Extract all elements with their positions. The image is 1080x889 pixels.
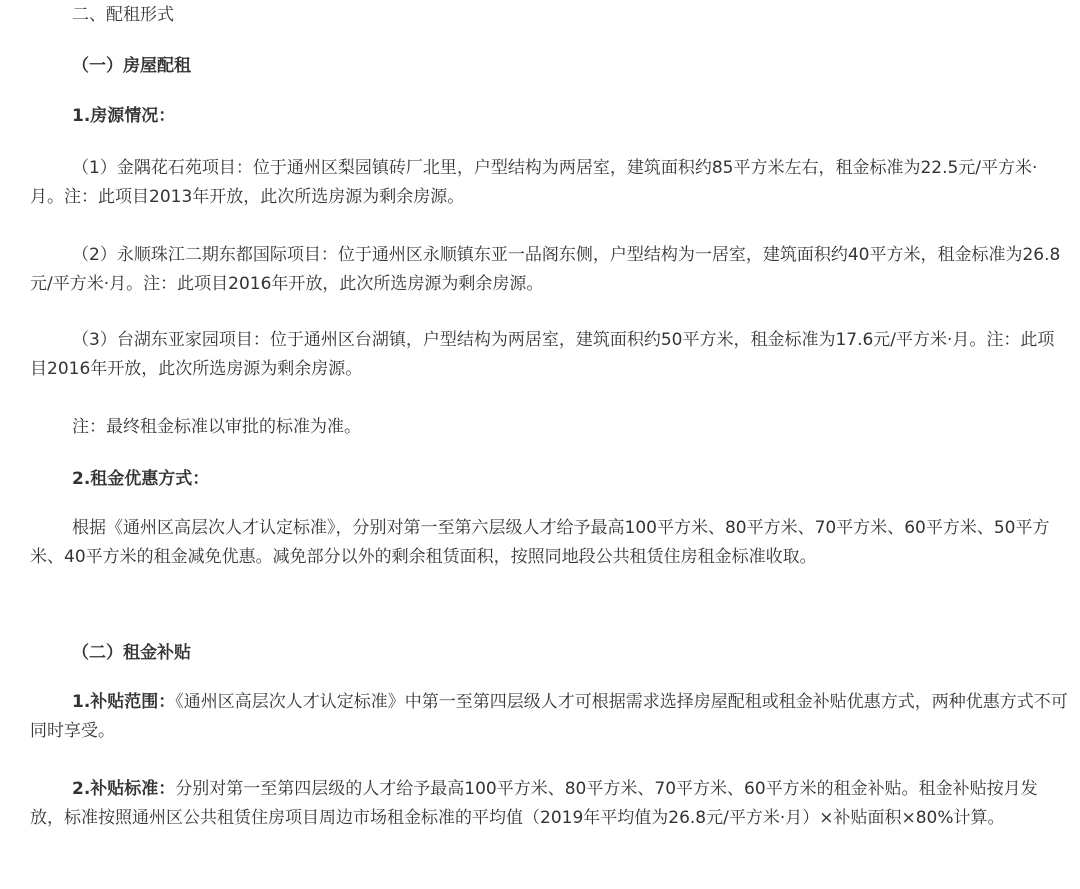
subsidy-standard-text: 分别对第一至第四层级的人才给予最高100平方米、80平方米、70平方米、60平方米的租金补贴。租金补贴按月发放，标准按照通州区公共租赁住房项目周边市场租金标准的平均值（2019年平均值为26.8元/平方米·月）×补贴面积×80%计算。 xyxy=(30,779,1038,828)
subsidy-scope-label: 1.补贴范围： xyxy=(72,692,176,712)
subsidy-standard-label: 2.补贴标准： xyxy=(72,779,176,799)
project-paragraph-2: （2）永顺珠江二期东都国际项目：位于通州区永顺镇东亚一品阁东侧，户型结构为一居室，建筑面积约40平方米，租金标准为26.8元/平方米·月。注：此项目2016年开放，此次所选房源为剩余房源。 xyxy=(30,245,1061,294)
project-paragraph-1: （1）金隅花石苑项目：位于通州区梨园镇砖厂北里，户型结构为两居室，建筑面积约85平方米左右，租金标准为22.5元/平方米·月。注：此项目2013年开放，此次所选房源为剩余房源。 xyxy=(30,158,1038,207)
subsection-title-housing: （一）房屋配租 xyxy=(72,56,191,76)
item-title-discount: 2.租金优惠方式： xyxy=(72,469,210,489)
discount-paragraph: 根据《通州区高层次人才认定标准》，分别对第一至第六层级人才给予最高100平方米、80平方米、70平方米、60平方米、50平方米、40平方米的租金减免优惠。减免部分以外的剩余租赁面积，按照同地段公共租赁住房租金标准收取。 xyxy=(30,518,1050,567)
item-title-housing-source: 1.房源情况： xyxy=(72,106,176,126)
section-title: 二、配租形式 xyxy=(72,5,174,25)
subsidy-scope-paragraph xyxy=(30,688,1070,746)
subsidy-scope-text: 《通州区高层次人才认定标准》中第一至第四层级人才可根据需求选择房屋配租或租金补贴优惠方式，两种优惠方式不可同时享受。 xyxy=(30,692,1068,741)
subsidy-standard-paragraph xyxy=(30,775,1070,833)
project-paragraph-3: （3）台湖东亚家园项目：位于通州区台湖镇，户型结构为两居室，建筑面积约50平方米，租金标准为17.6元/平方米·月。注：此项目2016年开放，此次所选房源为剩余房源。 xyxy=(30,330,1055,379)
note-paragraph: 注：最终租金标准以审批的标准为准。 xyxy=(72,417,361,437)
subsection-title-subsidy: （二）租金补贴 xyxy=(72,643,191,663)
